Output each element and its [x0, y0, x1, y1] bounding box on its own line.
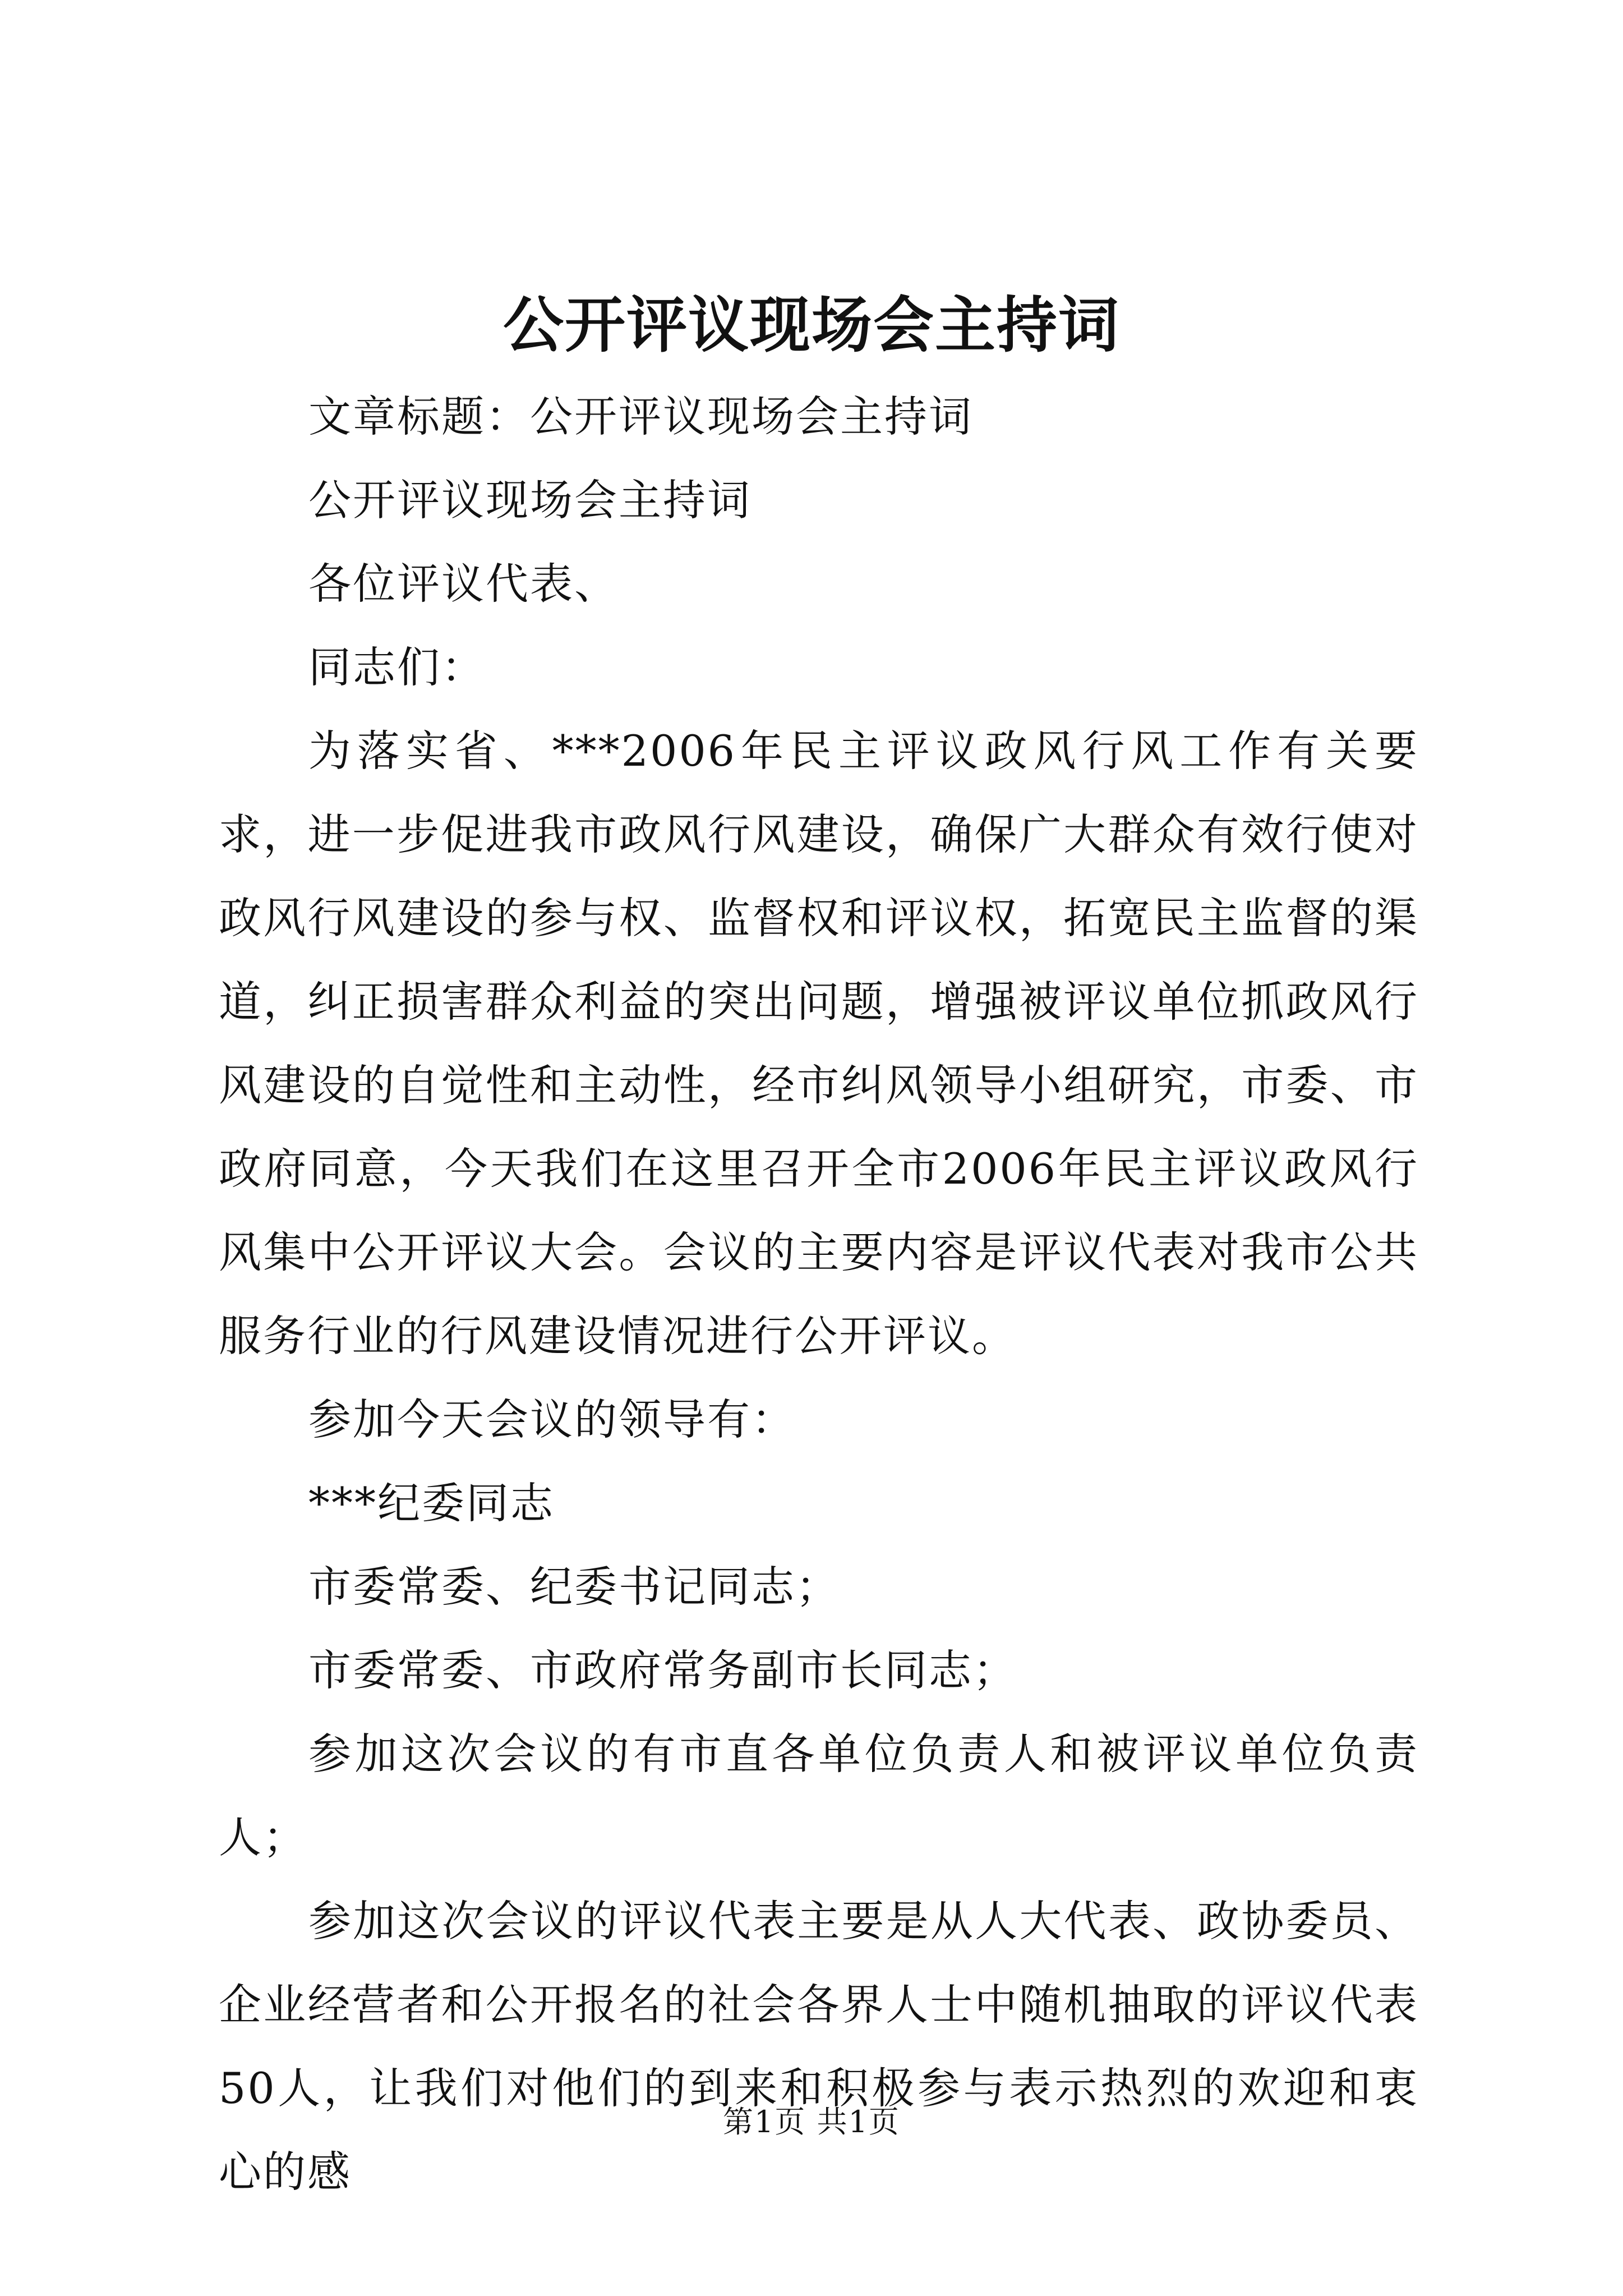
document-body [219, 375, 1419, 2214]
document-title: 公开评议现场会主持词 [502, 290, 1120, 361]
paragraph-leader-1: ***纪委同志 [308, 1478, 555, 1528]
paragraph-article-title: 文章标题：公开评议现场会主持词 [308, 392, 973, 441]
paragraph-salutation-2: 同志们： [308, 642, 486, 692]
paragraph-leaders-intro: 参加今天会议的领导有： [308, 1395, 796, 1444]
paragraph-attendees: 参加这次会议的有市直各单位负责人和被评议单位负责人； [219, 1729, 1419, 1862]
paragraph-leader-2: 市委常委、纪委书记同志； [308, 1562, 840, 1612]
paragraph-leader-3: 市委常委、市政府常务副市长同志； [308, 1645, 1017, 1695]
paragraph-opening: 为落实省、***2006年民主评议政风行风工作有关要求，进一步促进我市政风行风建设，确保广大群众有效行使对政风行风建设的参与权、监督权和评议权，拓宽民主监督的渠道，纠正损害群众利益的突出问题，增强被评议单位抓政风行风建设的自觉性和主动性，经市纠风领导小组研究，市委、市政府同意，今天我们在这里召开全市2006年民主评议政风行风集中公开评议大会。会议的主要内容是评议代表对我市公共服务行业的行风建设情况进行公开评议。 [219, 726, 1419, 1361]
page-number-footer: 第1页 共1页 [723, 2104, 900, 2139]
paragraph-representatives: 参加这次会议的评议代表主要是从人大代表、政协委员、企业经营者和公开报名的社会各界人士中随机抽取的评议代表50人，让我们对他们的到来和积极参与表示热烈的欢迎和衷心的感 [219, 1896, 1419, 2197]
paragraph-subtitle: 公开评议现场会主持词 [308, 475, 751, 525]
paragraph-salutation-1: 各位评议代表、 [308, 559, 619, 609]
